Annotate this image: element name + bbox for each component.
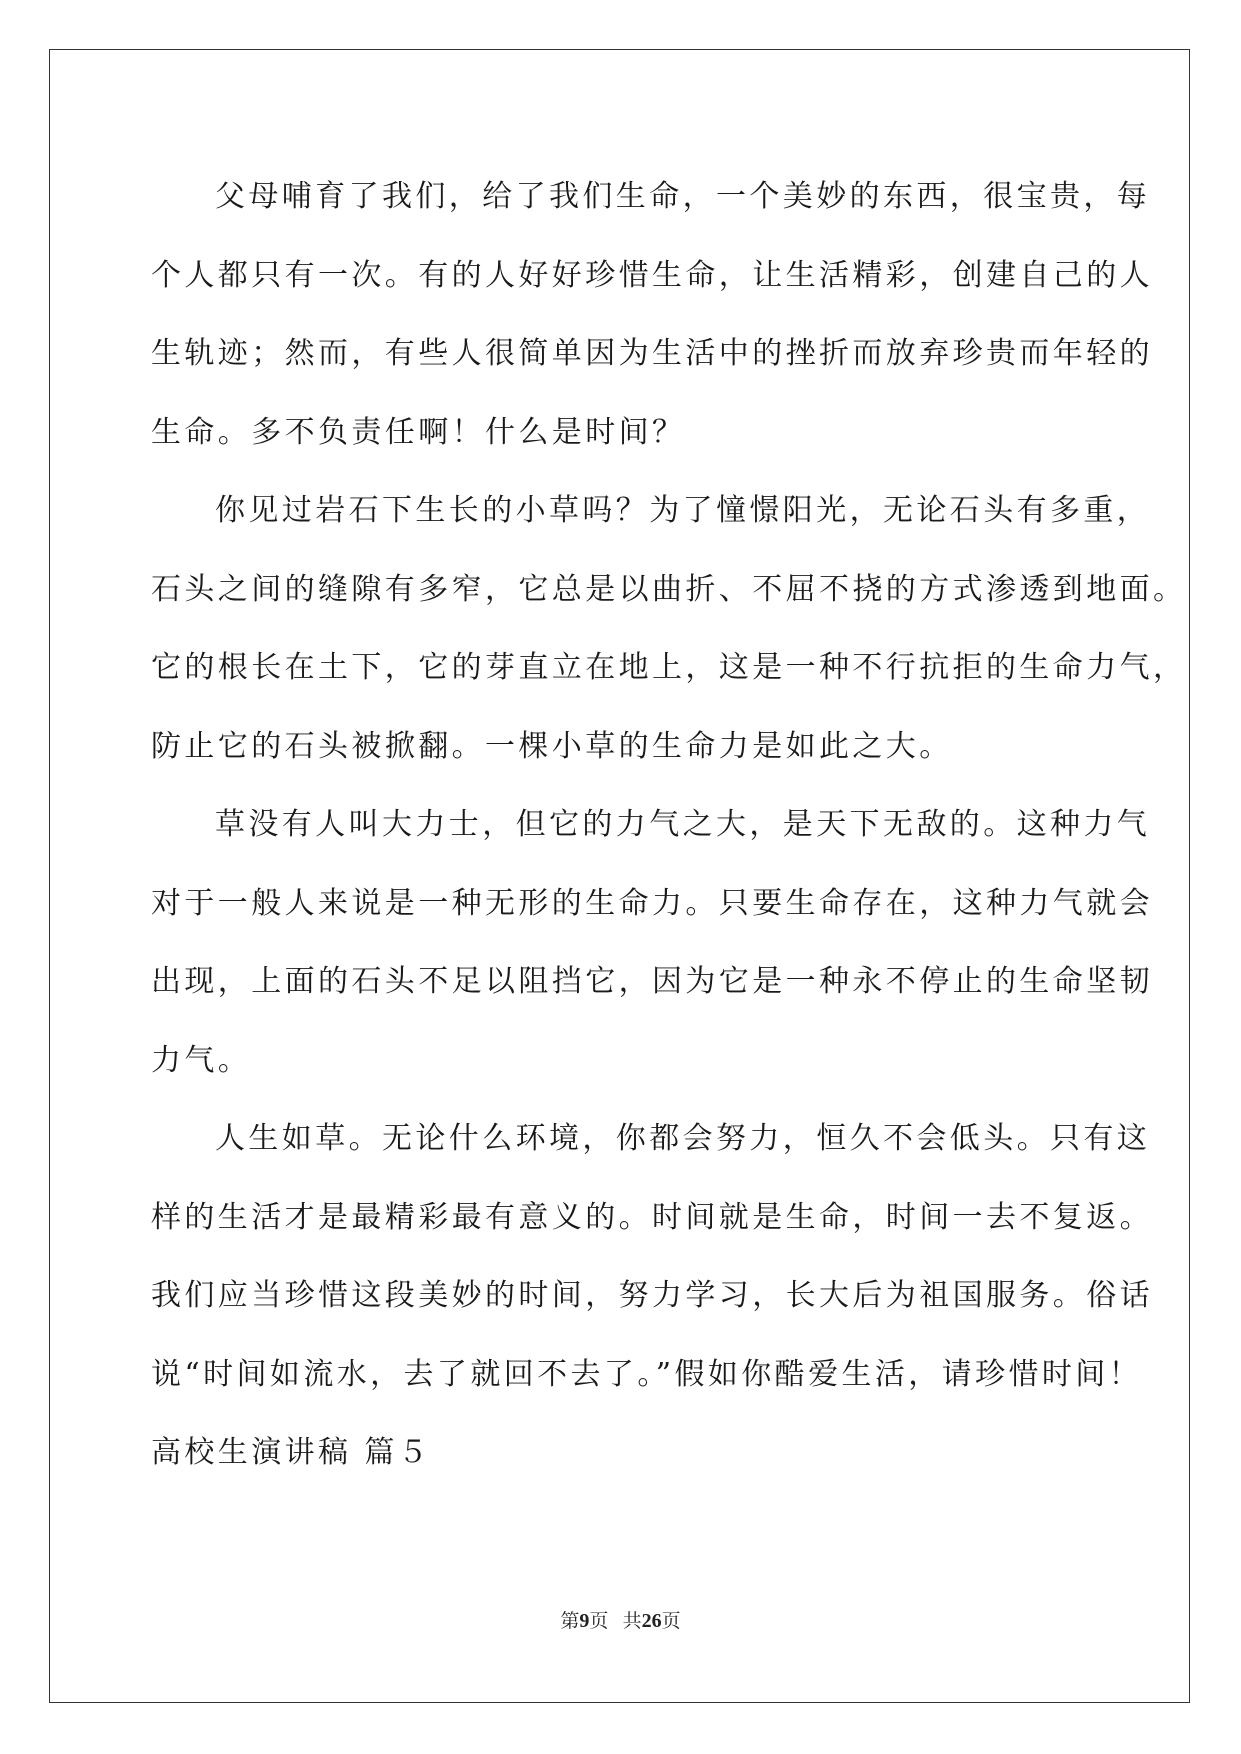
paragraph-line: 生轨迹；然而，有些人很简单因为生活中的挫折而放弃珍贵而年轻的 <box>151 336 1153 371</box>
paragraph-line: 个人都只有一次。有的人好好珍惜生命，让生活精彩，创建自己的人 <box>151 257 1153 293</box>
paragraph-line: 草没有人叫大力士，但它的力气之大，是天下无敌的。这种力气 <box>215 807 1151 842</box>
total-pages: 26 <box>641 1610 662 1632</box>
paragraph-line: 生命。多不负责任啊！什么是时间？ <box>151 414 686 450</box>
paragraph <box>151 1100 1153 1414</box>
paragraph-line: 力气。 <box>151 1042 252 1078</box>
paragraph-line: 防止它的石头被掀翻。一棵小草的生命力是如此之大。 <box>151 728 953 764</box>
paragraph-line: 你见过岩石下生长的小草吗？为了憧憬阳光，无论石头有多重， <box>215 493 1151 528</box>
document-body <box>151 158 1187 1493</box>
paragraph-line: 它的根长在土下，它的芽直立在地上，这是一种不行抗拒的生命力气， <box>151 650 1187 685</box>
page-number: 9 <box>579 1610 590 1632</box>
paragraph-line: 人生如草。无论什么环境，你都会努力，恒久不会低头。只有这 <box>215 1121 1151 1156</box>
paragraph <box>151 472 1187 786</box>
page-prefix: 第 <box>560 1611 580 1632</box>
paragraph-line: 父母哺育了我们，给了我们生命，一个美妙的东西，很宝贵，每 <box>215 179 1151 214</box>
paragraph <box>151 786 1153 1100</box>
total-suffix: 页 <box>661 1611 681 1632</box>
page-footer <box>0 1606 1241 1633</box>
paragraph-line: 样的生活才是最精彩最有意义的。时间就是生命，时间一去不复返。 <box>151 1199 1153 1235</box>
paragraph-line: 说“时间如流水，去了就回不去了。”假如你酷爱生活，请珍惜时间！ <box>151 1356 1143 1392</box>
paragraph-line: 对于一般人来说是一种无形的生命力。只要生命存在，这种力气就会 <box>151 885 1153 921</box>
paragraph-line: 石头之间的缝隙有多窄，它总是以曲折、不屈不挠的方式渗透到地面。 <box>151 571 1187 607</box>
section-heading: 高校生演讲稿 篇５ <box>151 1435 432 1470</box>
page-suffix: 页 <box>589 1611 609 1632</box>
paragraph-line: 我们应当珍惜这段美妙的时间，努力学习，长大后为祖国服务。俗话 <box>151 1278 1153 1313</box>
paragraph-line: 出现，上面的石头不足以阻挡它，因为它是一种永不停止的生命坚韧 <box>151 964 1153 999</box>
total-prefix: 共 <box>622 1611 642 1632</box>
paragraph <box>151 158 1153 472</box>
